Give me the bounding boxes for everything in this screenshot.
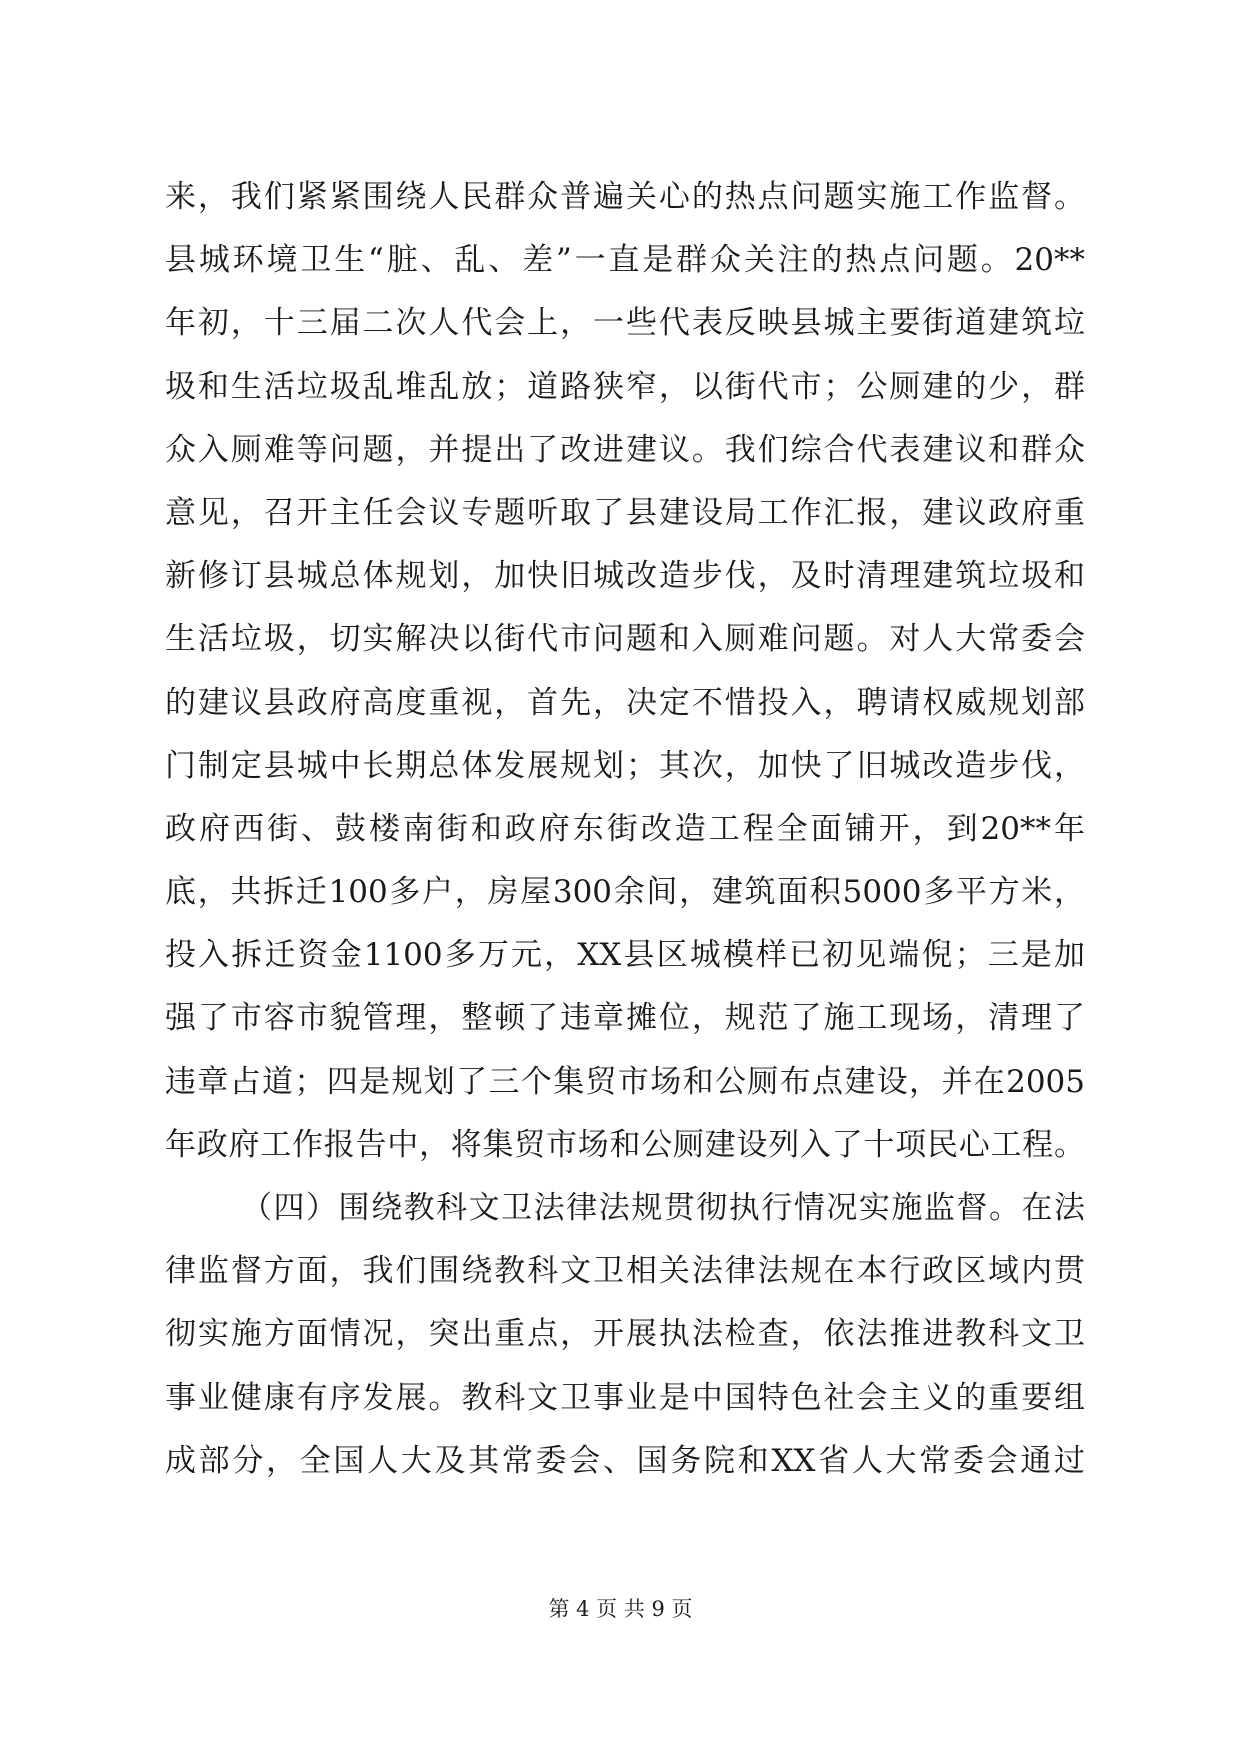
page-number-footer: 第 4 页 共 9 页: [548, 1597, 693, 1621]
text-line: 生活垃圾，切实解决以街代市问题和入厕难问题。对人大常委会: [165, 621, 1085, 658]
text-line: 新修订县城总体规划，加快旧城改造步伐，及时清理建筑垃圾和: [165, 558, 1085, 595]
text-line: 成部分，全国人大及其常委会、国务院和XX省人大常委会通过: [165, 1442, 1085, 1479]
text-line: 门制定县城中长期总体发展规划；其次，加快了旧城改造步伐，: [165, 747, 1085, 784]
text-line: 年初，十三届二次人代会上，一些代表反映县城主要街道建筑垃: [165, 305, 1085, 342]
text-line: 彻实施方面情况，突出重点，开展执法检查，依法推进教科文卫: [165, 1316, 1085, 1353]
text-line: 强了市容市貌管理，整顿了违章摊位，规范了施工现场，清理了: [165, 1000, 1085, 1037]
text-line: 违章占道；四是规划了三个集贸市场和公厕布点建设，并在2005: [165, 1063, 1085, 1100]
text-line: 县城环境卫生“脏、乱、差”一直是群众关注的热点问题。20**: [165, 242, 1085, 279]
text-line: 投入拆迁资金1100多万元，XX县区城模样已初见端倪；三是加: [165, 937, 1085, 974]
text-line: 政府西街、鼓楼南街和政府东街改造工程全面铺开，到20**年: [165, 810, 1085, 847]
text-line: 事业健康有序发展。教科文卫事业是中国特色社会主义的重要组: [165, 1379, 1085, 1416]
section-heading-line: （四）围绕教科文卫法律法规贯彻执行情况实施监督。在法: [241, 1190, 1085, 1226]
text-line: 意见，召开主任会议专题听取了县建设局工作汇报，建议政府重: [165, 494, 1085, 531]
text-line: 众入厕难等问题，并提出了改进建议。我们综合代表建议和群众: [165, 431, 1085, 468]
text-line: 底，共拆迁100多户，房屋300余间，建筑面积5000多平方米，: [165, 874, 1085, 911]
text-line: 圾和生活垃圾乱堆乱放；道路狭窄，以街代市；公厕建的少，群: [165, 368, 1085, 405]
body-text: [165, 166, 1085, 1493]
text-line: 来，我们紧紧围绕人民群众普遍关心的热点问题实施工作监督。: [165, 179, 1085, 215]
text-line: 的建议县政府高度重视，首先，决定不惜投入，聘请权威规划部: [165, 684, 1085, 721]
text-line: 年政府工作报告中，将集贸市场和公厕建设列入了十项民心工程。: [165, 1126, 1085, 1163]
text-line: 律监督方面，我们围绕教科文卫相关法律法规在本行政区域内贯: [165, 1253, 1085, 1290]
